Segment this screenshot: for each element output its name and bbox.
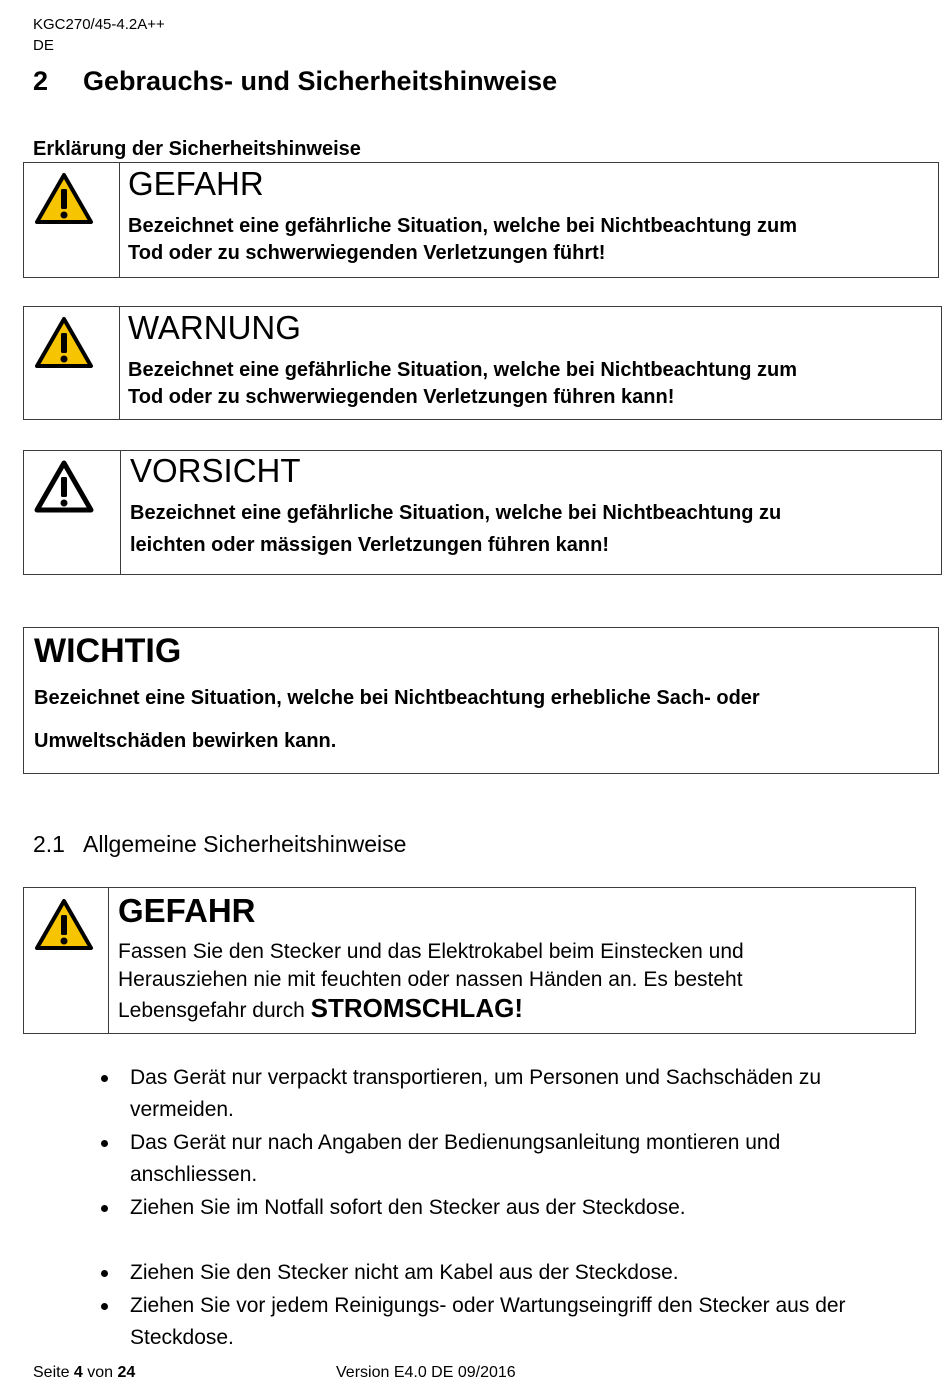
warning-triangle-icon xyxy=(33,897,95,953)
chapter-heading xyxy=(33,64,557,98)
danger-box-text-line: Herausziehen nie mit feuchten oder nassen Händen an. Es besteht xyxy=(118,968,743,991)
document-language: DE xyxy=(33,37,54,54)
list-item-text: Ziehen Sie vor jedem Reinigungs- oder Wartungseingriff den Stecker aus der Steckdose. xyxy=(130,1294,846,1349)
list-item xyxy=(0,1257,900,1289)
bullet-icon xyxy=(101,1140,108,1147)
list-item-text: Das Gerät nur nach Angaben der Bedienungsanleitung montieren und anschliessen. xyxy=(130,1131,781,1186)
warning-triangle-icon xyxy=(33,315,95,371)
list-item-text: Das Gerät nur verpackt transportieren, um Personen und Sachschäden zu vermeiden. xyxy=(130,1066,822,1121)
bullet-icon xyxy=(101,1303,108,1310)
signal-box-icon-cell xyxy=(24,451,121,574)
notice-box-title: WICHTIG xyxy=(34,632,182,670)
page-label: Seite xyxy=(33,1364,70,1381)
list-item xyxy=(0,1192,900,1224)
explanation-heading: Erklärung der Sicherheitshinweise xyxy=(33,138,361,160)
page-total: 24 xyxy=(117,1364,136,1381)
list-item-text: Ziehen Sie im Notfall sofort den Stecker aus der Steckdose. xyxy=(130,1196,686,1219)
signal-box-title: GEFAHR xyxy=(128,165,264,202)
danger-box-text-lead: Lebensgefahr durch xyxy=(118,999,305,1022)
bullet-icon xyxy=(101,1270,108,1277)
signal-box-text-line: Tod oder zu schwerwiegenden Verletzungen führen kann! xyxy=(128,386,675,408)
signal-box-warnung xyxy=(23,306,942,420)
list-item xyxy=(0,1290,900,1354)
list-item-text: Ziehen Sie den Stecker nicht am Kabel aus der Steckdose. xyxy=(130,1261,679,1284)
chapter-number: 2 xyxy=(33,66,49,96)
danger-box-text xyxy=(118,938,858,1025)
notice-box-text-line: Bezeichnet eine Situation, welche bei Nichtbeachtung erhebliche Sach- oder xyxy=(34,687,760,709)
danger-box-icon-cell xyxy=(24,888,109,1033)
signal-box-text-line: leichten oder mässigen Verletzungen führen kann! xyxy=(130,534,609,556)
signal-box-vorsicht xyxy=(23,450,942,575)
warning-triangle-icon xyxy=(33,171,95,227)
signal-box-text-line: Bezeichnet eine gefährliche Situation, welche bei Nichtbeachtung zu xyxy=(130,502,782,524)
list-item xyxy=(0,1062,900,1126)
page-current: 4 xyxy=(73,1364,83,1381)
section-heading xyxy=(33,828,406,860)
chapter-title: Gebrauchs- und Sicherheitshinweise xyxy=(83,66,558,96)
signal-box-title: WARNUNG xyxy=(128,309,301,346)
safety-bullet-list xyxy=(0,1062,900,1224)
danger-box-emphasis: STROMSCHLAG! xyxy=(310,993,523,1023)
signal-box-icon-cell xyxy=(24,163,120,277)
section-title: Allgemeine Sicherheitshinweise xyxy=(83,831,407,857)
signal-box-text-line: Tod oder zu schwerwiegenden Verletzungen führt! xyxy=(128,242,606,264)
signal-box-title: VORSICHT xyxy=(130,452,301,489)
notice-box-wichtig xyxy=(23,627,939,774)
danger-box-text-line: Fassen Sie den Stecker und das Elektrokabel beim Einstecken und xyxy=(118,940,744,963)
page-number xyxy=(33,1362,135,1384)
signal-box-text-line: Bezeichnet eine gefährliche Situation, welche bei Nichtbeachtung zum xyxy=(128,359,798,381)
page-of-label: von xyxy=(87,1364,114,1381)
bullet-icon xyxy=(101,1205,108,1212)
signal-box-icon-cell xyxy=(24,307,120,419)
signal-box-text-line: Bezeichnet eine gefährliche Situation, welche bei Nichtbeachtung zum xyxy=(128,215,798,237)
safety-bullet-list xyxy=(0,1257,900,1354)
document-model-id: KGC270/45-4.2A++ xyxy=(33,16,165,33)
section-number: 2.1 xyxy=(33,831,65,857)
notice-box-text-line: Umweltschäden bewirken kann. xyxy=(34,730,337,752)
document-version: Version E4.0 DE 09/2016 xyxy=(336,1364,516,1381)
warning-triangle-outline-icon xyxy=(33,459,95,515)
danger-box-text-line xyxy=(118,994,858,1025)
danger-box-title: GEFAHR xyxy=(118,892,256,929)
bullet-icon xyxy=(101,1075,108,1082)
list-item xyxy=(0,1127,900,1191)
danger-box xyxy=(23,887,916,1034)
signal-box-gefahr xyxy=(23,162,939,278)
